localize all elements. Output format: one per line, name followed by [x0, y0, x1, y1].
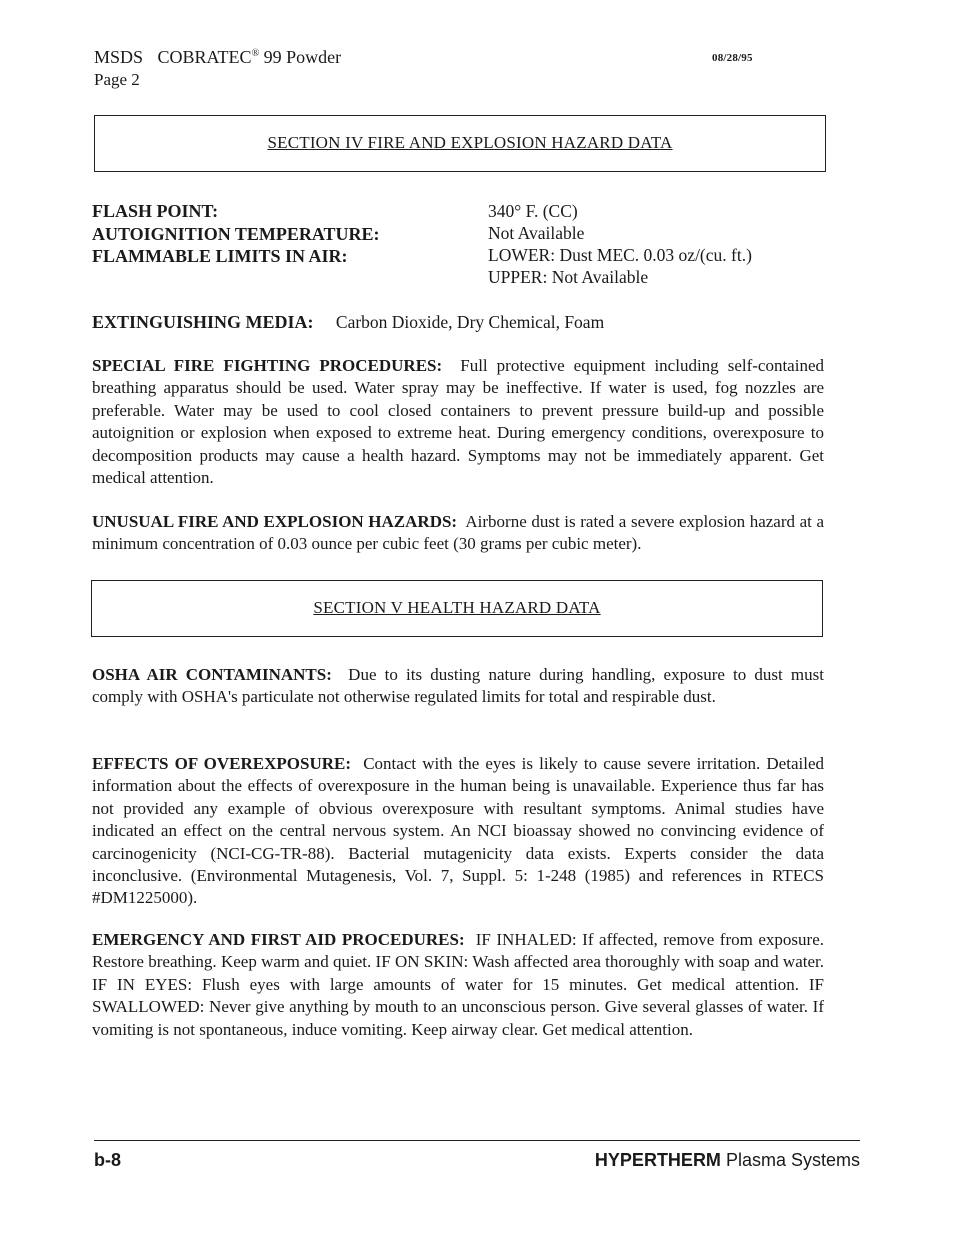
- product-name: [158, 47, 342, 67]
- document-date: 08/28/95: [712, 52, 753, 64]
- page-number: Page 2: [94, 70, 140, 89]
- flash-point-value: 340° F. (CC): [488, 201, 578, 221]
- section-v-title: SECTION V HEALTH HAZARD DATA: [313, 598, 601, 617]
- effects-of-overexposure-paragraph: [92, 753, 824, 910]
- osha-paragraph: [92, 664, 824, 709]
- registered-mark: ®: [251, 48, 260, 59]
- emergency-first-aid-paragraph: [92, 929, 824, 1041]
- unusual-hazards-text: Airborne dust is rated a severe explosion hazard at a minimum concentration of 0.03 ounce per cubic feet (30 grams per cubic meter).: [92, 512, 825, 554]
- osha-label: OSHA AIR CONTAMINANTS:: [92, 665, 332, 684]
- footer-divider: [94, 1140, 860, 1141]
- product-suffix: 99 Powder: [263, 47, 342, 67]
- section-v-header-box: [91, 580, 823, 637]
- flash-point-label: FLASH POINT:: [92, 201, 219, 221]
- flammable-limits-label: FLAMMABLE LIMITS IN AIR:: [92, 246, 348, 266]
- flammable-lower-value: LOWER: Dust MEC. 0.03 oz/(cu. ft.): [488, 245, 752, 265]
- unusual-hazards-label: UNUSUAL FIRE AND EXPLOSION HAZARDS:: [92, 512, 458, 531]
- autoignition-value: Not Available: [488, 223, 585, 243]
- unusual-hazards-paragraph: [92, 511, 824, 556]
- emergency-text: IF INHALED: If affected, remove from exposure. Restore breathing. Keep warm and quiet. IF ON SKIN: Wash affected area thoroughly with soap and water. IF IN EYES: Flush eyes with large amounts of water for 15 minutes. Get medical attention. IF SWALLOWED: Never give anything by mouth to an unconscious person. Give several glasses of water. If vomiting is not spontaneous, induce vomiting. Keep airway clear. Get medical attention.: [92, 930, 824, 1039]
- footer-brand-suffix: Plasma Systems: [725, 1150, 860, 1170]
- extinguishing-media-label: EXTINGUISHING MEDIA:: [92, 312, 314, 332]
- flammable-upper-value: UPPER: Not Available: [488, 267, 649, 287]
- special-fire-fighting-text: Full protective equipment including self-contained breathing apparatus should be used. Water spray may be ineffective. If water is used, fog nozzles are preferable. Water may be used to cool closed containers to prevent pressure build-up and possible autoignition or explosion when exposed to extreme heat. During emergency conditions, overexposure to decomposition products may cause a health hazard. Symptoms may not be immediately apparent. Get medical attention.: [92, 356, 824, 488]
- emergency-label: EMERGENCY AND FIRST AID PROCEDURES:: [92, 930, 465, 949]
- section-iv-header-box: [94, 115, 826, 172]
- effects-label: EFFECTS OF OVEREXPOSURE:: [92, 754, 352, 773]
- section-iv-title: SECTION IV FIRE AND EXPLOSION HAZARD DATA: [267, 133, 673, 152]
- msds-label: MSDS: [94, 47, 144, 67]
- document-header-title: [94, 47, 341, 68]
- footer-page-id: b-8: [94, 1150, 121, 1170]
- autoignition-label: AUTOIGNITION TEMPERATURE:: [92, 224, 380, 244]
- footer-brand: [560, 1150, 860, 1171]
- special-fire-fighting-paragraph: [92, 355, 824, 489]
- product-name-text: COBRATEC: [157, 47, 252, 67]
- extinguishing-media-row: [92, 312, 604, 333]
- special-fire-fighting-label: SPECIAL FIRE FIGHTING PROCEDURES:: [92, 356, 443, 375]
- effects-text: Contact with the eyes is likely to cause severe irritation. Detailed information about the effects of overexposure in the human being is unavailable. Experience thus far has not provided any example of obvious overexposure with resultant symptoms. Animal studies have indicated an effect on the central nervous system. An NCI bioassay showed no convincing evidence of carcinogenicity (NCI-CG-TR-88). Bacterial mutagenicity data exists. Experts consider the data inconclusive. (Environmental Mutagenesis, Vol. 7, Suppl. 5: 1-248 (1985) and references in RTECS #DM1225000).: [92, 754, 824, 908]
- footer-brand-name: HYPERTHERM: [594, 1150, 721, 1170]
- extinguishing-media-value: Carbon Dioxide, Dry Chemical, Foam: [335, 312, 605, 332]
- osha-text: Due to its dusting nature during handling, exposure to dust must comply with OSHA's particulate not otherwise regulated limits for total and respirable dust.: [92, 665, 824, 707]
